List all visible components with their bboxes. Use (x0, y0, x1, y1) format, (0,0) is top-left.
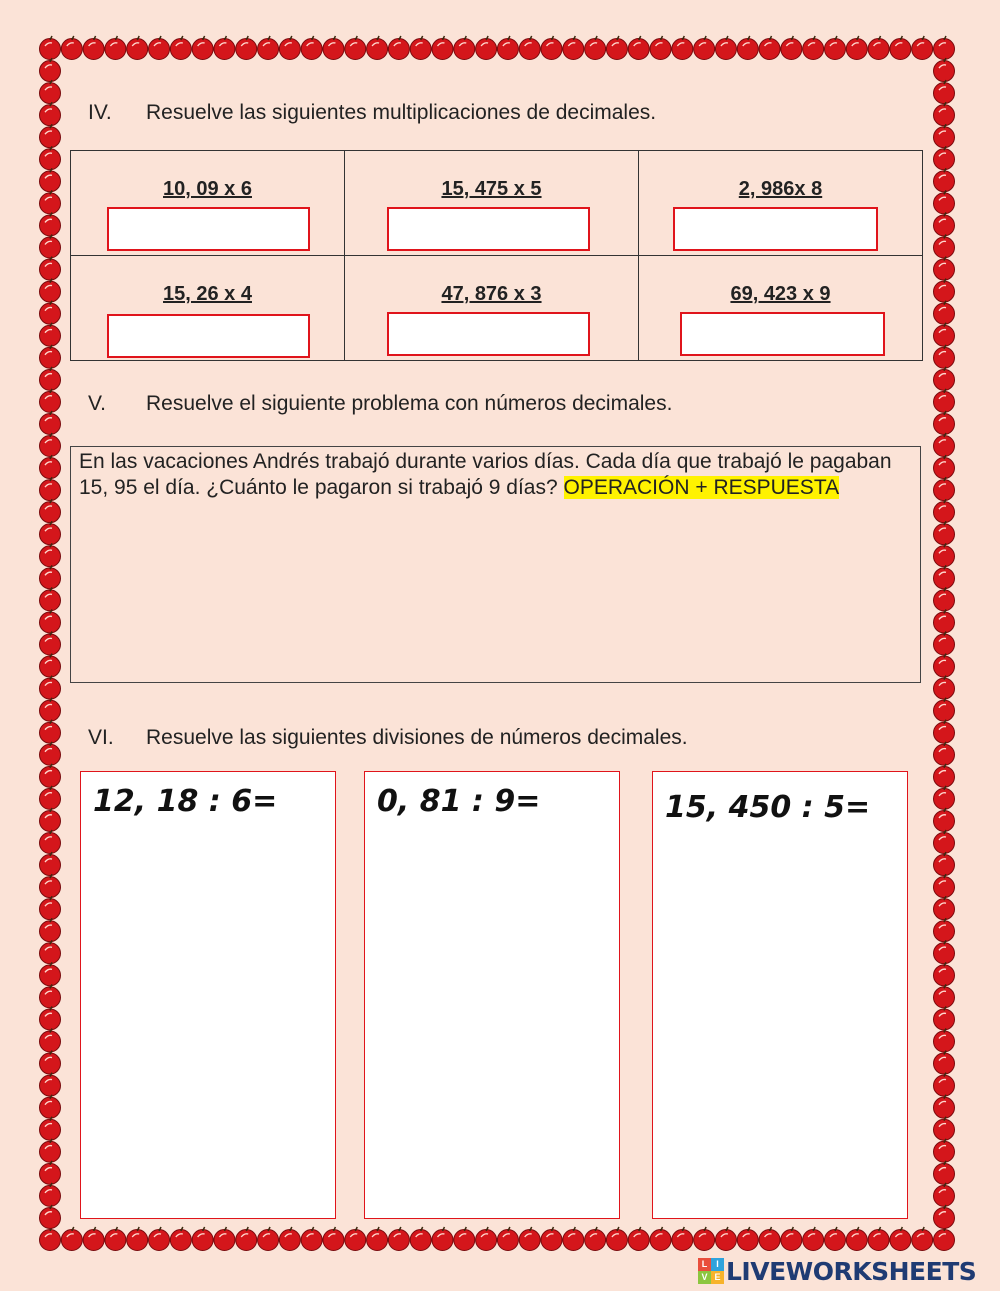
apple-icon (40, 1073, 61, 1097)
apple-icon (934, 499, 955, 523)
mult-expression: 2, 986x 8 (738, 178, 823, 200)
apple-icon (650, 1227, 671, 1251)
apple-icon (824, 1227, 845, 1251)
apple-icon (40, 1029, 61, 1053)
apple-icon (40, 896, 61, 920)
division-answer-input[interactable] (89, 832, 327, 1210)
apple-icon (40, 190, 61, 214)
apple-icon (214, 36, 235, 60)
apple-icon (934, 896, 955, 920)
mult-expression: 15, 26 x 4 (163, 283, 252, 305)
problem-box (70, 446, 921, 683)
apple-icon (694, 36, 715, 60)
apple-icon (934, 1117, 955, 1141)
apple-icon (40, 1095, 61, 1119)
mult-answer-input[interactable] (680, 312, 885, 356)
problem-text: En las vacaciones Andrés trabajó durante varios días. Cada día que trabajó le pagaban 15, 95 el día. ¿Cuánto le pagaron si trabajó 9 días? (79, 450, 892, 499)
apple-icon (40, 367, 61, 391)
apple-icon (934, 654, 955, 678)
apple-icon (934, 521, 955, 545)
apple-icon (934, 36, 955, 60)
apple-icon (934, 1205, 955, 1229)
apple-icon (388, 1227, 409, 1251)
mult-expression: 10, 09 x 6 (163, 178, 252, 200)
apple-icon (432, 1227, 453, 1251)
apple-icon (40, 279, 61, 303)
apple-icon (192, 1227, 213, 1251)
section-vi-title: Resuelve las siguientes divisiones de números decimales. (146, 726, 688, 749)
apple-icon (345, 1227, 366, 1251)
mult-expression: 15, 475 x 5 (441, 178, 542, 200)
apple-icon (934, 565, 955, 589)
apple-icon (846, 36, 867, 60)
apple-icon (170, 1227, 191, 1251)
apple-icon (40, 720, 61, 744)
apple-icon (672, 36, 693, 60)
section-v-heading (88, 392, 672, 416)
mult-cell (71, 256, 345, 361)
apple-icon (40, 301, 61, 325)
apple-icon (934, 146, 955, 170)
apple-icon (934, 168, 955, 192)
apple-icon (258, 1227, 279, 1251)
apple-icon (934, 587, 955, 611)
apple-icon (672, 1227, 693, 1251)
apple-icon (934, 212, 955, 236)
apple-icon (912, 1227, 933, 1251)
apple-icon (40, 1139, 61, 1163)
apple-icon (388, 36, 409, 60)
apple-icon (934, 323, 955, 347)
apple-icon (606, 1227, 627, 1251)
apple-icon (934, 918, 955, 942)
apple-icon (301, 1227, 322, 1251)
apple-icon (934, 301, 955, 325)
section-v-title: Resuelve el siguiente problema con números decimales. (146, 392, 673, 415)
apple-icon (890, 1227, 911, 1251)
apple-icon (40, 808, 61, 832)
apple-icon (563, 36, 584, 60)
apple-icon (934, 698, 955, 722)
apple-icon (40, 609, 61, 633)
apple-icon (40, 676, 61, 700)
section-vi-heading (88, 726, 688, 750)
apple-icon (628, 1227, 649, 1251)
apple-icon (40, 984, 61, 1008)
apple-icon (279, 1227, 300, 1251)
apple-icon (803, 36, 824, 60)
apple-icon (934, 742, 955, 766)
apple-icon (934, 1029, 955, 1053)
apple-icon (40, 742, 61, 766)
section-iv-number: IV. (88, 101, 112, 124)
logo-text: LIVEWORKSHEETS (726, 1256, 977, 1286)
apple-icon (40, 80, 61, 104)
apple-icon (40, 455, 61, 479)
apple-icon (934, 1161, 955, 1185)
apple-icon (934, 984, 955, 1008)
apple-icon (40, 565, 61, 589)
mult-answer-input[interactable] (673, 207, 878, 251)
division-expression: 12, 18 : 6= (93, 784, 278, 819)
apple-icon (934, 58, 955, 82)
apple-icon (934, 345, 955, 369)
apple-icon (781, 1227, 802, 1251)
apple-icon (934, 1006, 955, 1030)
apple-icon (40, 632, 61, 656)
apple-icon (40, 58, 61, 82)
apple-icon (40, 521, 61, 545)
apple-icon (40, 587, 61, 611)
apple-icon (432, 36, 453, 60)
apple-icon (40, 940, 61, 964)
apple-icon (846, 1227, 867, 1251)
apple-icon (934, 1227, 955, 1251)
apple-icon (40, 918, 61, 942)
apple-icon (934, 1183, 955, 1207)
problem-answer-input[interactable] (79, 531, 912, 674)
apple-icon (40, 212, 61, 236)
division-expression: 15, 450 : 5= (665, 790, 871, 825)
apple-icon (934, 543, 955, 567)
apple-icon (934, 455, 955, 479)
apple-icon (61, 36, 82, 60)
apple-icon (497, 1227, 518, 1251)
section-vi-number: VI. (88, 726, 114, 749)
apple-icon (192, 36, 213, 60)
apple-icon (934, 124, 955, 148)
apple-icon (934, 367, 955, 391)
apple-icon (934, 808, 955, 832)
apple-icon (454, 1227, 475, 1251)
apple-icon (105, 1227, 126, 1251)
apple-icon (585, 1227, 606, 1251)
apple-icon (934, 852, 955, 876)
apple-icon (934, 102, 955, 126)
apple-icon (40, 1117, 61, 1141)
logo-badge-letter: V (698, 1271, 711, 1284)
division-expression: 0, 81 : 9= (377, 784, 541, 819)
logo-badge-icon (698, 1258, 724, 1284)
apple-icon (279, 36, 300, 60)
logo-badge-letter: L (698, 1258, 711, 1271)
apple-icon (628, 36, 649, 60)
apple-icon (934, 279, 955, 303)
apple-icon (40, 1051, 61, 1075)
apple-icon (127, 1227, 148, 1251)
apple-icon (650, 36, 671, 60)
apple-icon (40, 1183, 61, 1207)
apple-icon (694, 1227, 715, 1251)
apple-icon (890, 36, 911, 60)
apple-icon (541, 1227, 562, 1251)
apple-icon (40, 543, 61, 567)
apple-icon (105, 36, 126, 60)
apple-icon (868, 36, 889, 60)
table-row (71, 151, 923, 256)
section-v-number: V. (88, 392, 106, 415)
apple-icon (149, 36, 170, 60)
apple-icon (40, 477, 61, 501)
section-iv-heading (88, 101, 656, 125)
apple-icon (83, 36, 104, 60)
apple-icon (519, 1227, 540, 1251)
apple-icon (40, 323, 61, 347)
apple-icon (214, 1227, 235, 1251)
apple-icon (715, 36, 736, 60)
apple-icon (40, 257, 61, 281)
apple-icon (323, 1227, 344, 1251)
apple-icon (40, 1006, 61, 1030)
apple-icon (454, 36, 475, 60)
mult-cell (345, 256, 639, 361)
apple-icon (40, 146, 61, 170)
apple-icon (410, 1227, 431, 1251)
mult-answer-input[interactable] (107, 314, 310, 358)
apple-icon (934, 676, 955, 700)
apple-icon (40, 764, 61, 788)
apple-icon (934, 786, 955, 810)
apple-icon (606, 36, 627, 60)
mult-expression: 69, 423 x 9 (730, 283, 831, 305)
apple-icon (323, 36, 344, 60)
apple-icon (934, 962, 955, 986)
apple-icon (934, 1073, 955, 1097)
apple-icon (934, 190, 955, 214)
apple-icon (40, 1161, 61, 1185)
apple-icon (934, 632, 955, 656)
apple-icon (40, 654, 61, 678)
apple-icon (40, 852, 61, 876)
apple-icon (236, 36, 257, 60)
apple-icon (934, 1095, 955, 1119)
apple-icon (934, 764, 955, 788)
division-box (364, 771, 620, 1219)
problem-highlight: OPERACIÓN + RESPUESTA (563, 476, 840, 499)
logo-badge-letter: I (711, 1258, 724, 1271)
apple-icon (934, 433, 955, 457)
apple-icon (410, 36, 431, 60)
apple-icon (476, 36, 497, 60)
apple-icon (497, 36, 518, 60)
mult-cell (345, 151, 639, 256)
apple-icon (759, 1227, 780, 1251)
apple-icon (367, 1227, 388, 1251)
mult-answer-input[interactable] (387, 207, 590, 251)
division-box (80, 771, 336, 1219)
division-answer-input[interactable] (661, 832, 899, 1210)
apple-icon (40, 698, 61, 722)
apple-icon (40, 389, 61, 413)
apple-icon (737, 1227, 758, 1251)
apple-icon (934, 720, 955, 744)
apple-icon (83, 1227, 104, 1251)
apple-icon (40, 124, 61, 148)
apple-icon (934, 1051, 955, 1075)
apple-icon (40, 102, 61, 126)
division-answer-input[interactable] (373, 832, 611, 1210)
apple-icon (40, 36, 61, 60)
apple-icon (40, 786, 61, 810)
apple-icon (934, 411, 955, 435)
apple-icon (345, 36, 366, 60)
apple-icon (715, 1227, 736, 1251)
apple-icon (585, 36, 606, 60)
apple-icon (563, 1227, 584, 1251)
apple-icon (367, 36, 388, 60)
apple-icon (40, 874, 61, 898)
apple-icon (934, 257, 955, 281)
apple-icon (40, 433, 61, 457)
apple-icon (476, 1227, 497, 1251)
apple-icon (61, 1227, 82, 1251)
apple-icon (934, 874, 955, 898)
apple-icon (40, 345, 61, 369)
mult-cell (71, 151, 345, 256)
mult-cell (639, 151, 923, 256)
apple-icon (149, 1227, 170, 1251)
multiplication-table (70, 150, 923, 361)
apple-icon (40, 168, 61, 192)
table-row (71, 256, 923, 361)
logo-badge-letter: E (711, 1271, 724, 1284)
section-iv-title: Resuelve las siguientes multiplicaciones de decimales. (146, 101, 657, 124)
apple-icon (759, 36, 780, 60)
apple-icon (934, 940, 955, 964)
apple-icon (519, 36, 540, 60)
apple-icon (170, 36, 191, 60)
apple-icon (934, 235, 955, 259)
apple-icon (934, 830, 955, 854)
apple-icon (40, 830, 61, 854)
apple-icon (824, 36, 845, 60)
apple-icon (40, 1227, 61, 1251)
liveworksheets-logo (698, 1256, 976, 1286)
apple-icon (934, 1139, 955, 1163)
division-box (652, 771, 908, 1219)
apple-icon (934, 609, 955, 633)
mult-answer-input[interactable] (107, 207, 310, 251)
apple-icon (40, 962, 61, 986)
apple-icon (803, 1227, 824, 1251)
mult-answer-input[interactable] (387, 312, 590, 356)
apple-icon (236, 1227, 257, 1251)
apple-icon (541, 36, 562, 60)
apple-icon (40, 499, 61, 523)
apple-icon (301, 36, 322, 60)
mult-cell (639, 256, 923, 361)
apple-icon (868, 1227, 889, 1251)
apple-icon (40, 1205, 61, 1229)
apple-icon (40, 235, 61, 259)
apple-icon (912, 36, 933, 60)
apple-icon (40, 411, 61, 435)
apple-icon (258, 36, 279, 60)
apple-icon (737, 36, 758, 60)
apple-icon (934, 80, 955, 104)
mult-expression: 47, 876 x 3 (441, 283, 542, 305)
apple-icon (127, 36, 148, 60)
apple-icon (934, 389, 955, 413)
apple-icon (781, 36, 802, 60)
apple-icon (934, 477, 955, 501)
